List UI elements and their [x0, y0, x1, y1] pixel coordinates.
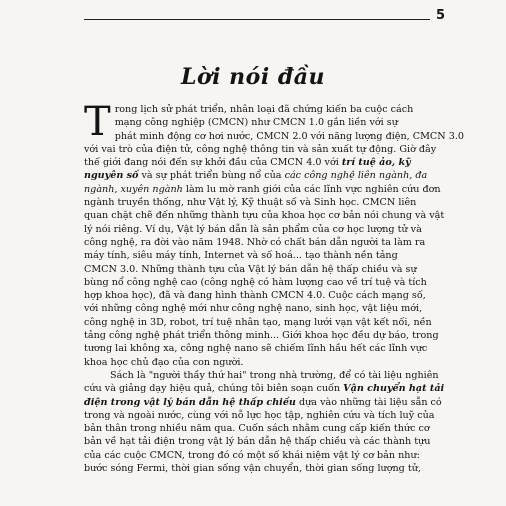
text-line: tảng công nghệ phát triển thông minh... Giới khoa học đều dự báo, trong	[84, 330, 439, 342]
text-line: mạng công nghiệp (CMCN) như CMCN 1.0 gắn liền với sự	[114, 117, 398, 129]
header-rule	[84, 19, 430, 20]
text-line: hợp khoa học), đã và đang hình thành CMCN 4.0. Cuộc cách mạng số,	[84, 290, 426, 302]
text-line: tương lai không xa, công nghệ nano sẽ chiếm lĩnh hầu hết các lĩnh vực	[84, 343, 428, 355]
body-text	[84, 99, 464, 475]
text-line: CMCN 3.0. Những thành tựu của Vật lý bán dẫn hệ thấp chiều và sự	[84, 263, 417, 275]
text-line: điện trong vật lý bán dẫn hệ thấp chiều dựa vào những tài liệu sẵn có	[84, 396, 442, 408]
text-line: với vai trò của điện tử, công nghệ thông tin và sản xuất tự động. Giờ đây	[84, 143, 437, 155]
book-title: Vận chuyển hạt tải	[343, 383, 445, 395]
text-line: khoa học chủ đạo của con người.	[84, 356, 244, 368]
text-line: Sách là "người thầy thứ hai" trong nhà trường, để có tài liệu nghiên	[110, 369, 439, 381]
book-title: điện trong vật lý bán dẫn hệ thấp chiều	[84, 396, 296, 408]
text-line: bản thân trong nhiều năm qua. Cuốn sách nhằm cung cấp kiến thức cơ	[84, 423, 430, 435]
text-line: phát minh động cơ hơi nước, CMCN 2.0 với năng lượng điện, CMCN 3.0	[114, 130, 464, 142]
text-line: lý nói riêng. Ví dụ, Vật lý bán dẫn là sản phẩm của cơ học lượng tử và	[84, 223, 422, 235]
text-line: cứu và giảng dạy hiệu quả, chúng tôi biên soạn cuốn Vận chuyển hạt tải	[84, 383, 445, 395]
text-line: ngành, xuyên ngành làm lu mờ ranh giới của các lĩnh vực nghiên cứu đơn	[84, 183, 441, 195]
paragraph-2	[84, 369, 445, 475]
text-line: công nghệ in 3D, robot, trí tuệ nhân tạo, mạng lưới vạn vật kết nối, nền	[84, 316, 432, 328]
text-line: trong và ngoài nước, cùng với nỗ lực học tập, nghiên cứu và tích luỹ của	[84, 409, 435, 421]
drop-cap: T	[84, 99, 111, 145]
text-line: bùng nổ công nghệ cao (công nghệ có hàm lượng cao về trí tuệ và tích	[84, 276, 427, 288]
text-line: bước sóng Fermi, thời gian sống vận chuyển, thời gian sống lượng tử,	[84, 463, 421, 475]
text-line: với những công nghệ mới như công nghệ nano, sinh học, vật liệu mới,	[84, 303, 423, 315]
text-line: quan chặt chẽ đến những thành tựu của khoa học cơ bản nói chung và vật	[84, 210, 445, 222]
emphasis: ngành, xuyên ngành	[84, 183, 183, 195]
emphasis: trí tuệ ảo, kỹ	[341, 157, 411, 169]
text-line: nguyên số và sự phát triển bùng nổ của các công nghệ liên ngành, đa	[84, 170, 428, 182]
page-title: Lời nói đầu	[181, 64, 325, 90]
page-number: 5	[436, 8, 446, 23]
text-line: máy tính, siêu máy tính, Internet và số hoá... tạo thành nền tảng	[84, 250, 398, 262]
text-line: ngành truyền thống, như Vật lý, Kỹ thuật số và Sinh học. CMCN liên	[84, 197, 417, 209]
emphasis: nguyên số	[84, 170, 139, 182]
emphasis: các công nghệ liên ngành, đa	[284, 170, 428, 182]
text-line: công nghệ, ra đời vào năm 1948. Nhờ có chất bán dẫn người ta làm ra	[84, 236, 426, 248]
paragraph-1	[84, 99, 464, 369]
text-line: của các cuộc CMCN, trong đó có một số khái niệm vật lý cơ bản như:	[84, 449, 420, 461]
text-line: bản về hạt tải điện trong vật lý bán dẫn hệ thấp chiều và các thành tựu	[84, 436, 431, 448]
text-line: rong lịch sử phát triển, nhân loại đã chứng kiến ba cuộc cách	[114, 104, 414, 115]
text-line: thế giới đang nói đến sự khởi đầu của CMCN 4.0 với trí tuệ ảo, kỹ	[84, 157, 411, 169]
